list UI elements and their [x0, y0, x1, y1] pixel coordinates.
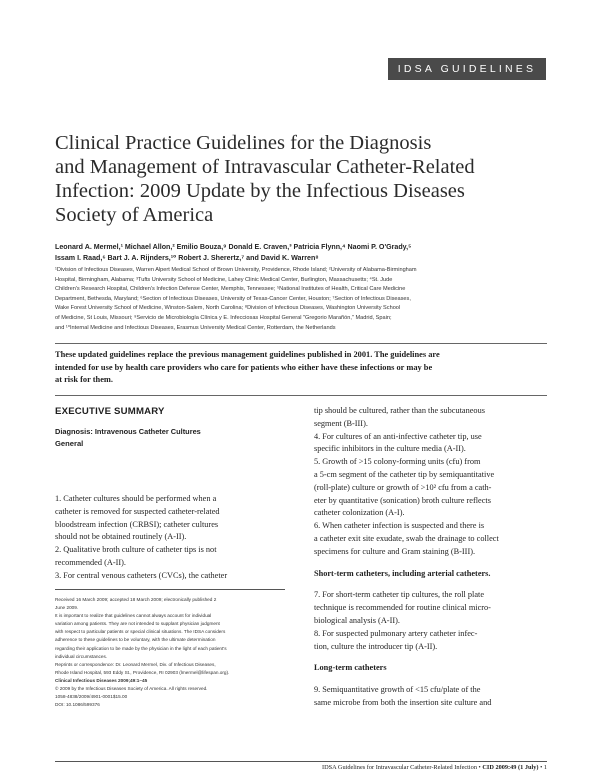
body-line: specific inhibitors in the culture media (A-II). — [314, 444, 466, 454]
affiliation-line: Hospital, Birmingham, Alabama; ³Tufts University School of Medicine, Lahey Clinic Medical Center, Burlington, Massachusetts; ⁴St. Jude — [55, 276, 393, 283]
body-line: 7. For short-term catheter tip cultures, the roll plate — [314, 590, 485, 600]
affiliation-line: and ¹⁰Internal Medicine and Infectious Diseases, Erasmus University Medical Center, Rotterdam, the Netherlands — [55, 324, 336, 331]
affiliation-line: ¹Division of Infectious Diseases, Warren Alpert Medical School of Brown University, Providence, Rhode Island; ²University of Alabama-Birmingham — [55, 267, 417, 273]
general-subheading: General — [55, 439, 84, 448]
issn-line: 1058-4838/2009/4901-0001$15.00 — [55, 694, 128, 700]
received-line: Received 16 March 2009; accepted 18 March 2009; electronically published 2 — [55, 597, 217, 602]
doi-line: DOI: 10.1086/599376 — [55, 702, 100, 708]
received-line: June 2009. — [55, 605, 79, 611]
right-column — [314, 405, 547, 710]
body-line: bloodstream infection (CRBSI); catheter cultures — [55, 519, 219, 529]
author-list — [55, 242, 555, 264]
footer-bullet: • — [478, 764, 483, 771]
running-title: IDSA Guidelines for Intravascular Catheter-Related Infection — [322, 764, 477, 771]
disclaimer-line: individual circumstances. — [55, 653, 108, 659]
left-column — [55, 405, 285, 583]
copyright-line: © 2009 by the Infectious Diseases Society of America. All rights reserved. — [55, 686, 208, 692]
footer-bullet: • — [540, 764, 544, 771]
body-line: should not be obtained routinely (A-II). — [55, 532, 187, 542]
reprints-line: Rhode Island Hospital, 593 Eddy St., Providence, RI 02903 (lmermel@lifespan.org). — [55, 669, 230, 675]
affiliation-line: Children's Research Hospital, Children's Infection Defense Center, Memphis, Tennessee; ⁵National Institutes of Health, Critical Care Medicine — [55, 286, 406, 293]
body-line: biological analysis (A-II). — [314, 615, 400, 625]
body-line: recommended (A-II). — [55, 557, 126, 567]
disclaimer-line: regarding their application to be made by the physician in the light of each patient's — [55, 645, 227, 651]
executive-summary-heading: EXECUTIVE SUMMARY — [55, 406, 165, 417]
body-line: eter by quantitative (sonication) broth culture reflects — [314, 495, 491, 505]
disclaimer-line: with respect to particular patients or special clinical situations. The IDSA considers — [55, 629, 226, 635]
abstract-bottom-rule — [55, 395, 547, 396]
abstract-line: at risk for them. — [55, 375, 113, 384]
footer-citation: CID 2009:49 (1 July) — [482, 764, 539, 771]
body-line: (roll-plate) culture or growth of >10² cfu from a cath- — [314, 482, 492, 492]
reprints-line: Reprints or correspondence: Dr. Leonard Mermel, Div. of Infectious Diseases, — [55, 661, 216, 667]
diagnosis-subheading: Diagnosis: Intravenous Catheter Cultures — [55, 427, 201, 436]
body-line: catheter colonization (A-I). — [314, 508, 405, 518]
body-line: 5. Growth of >15 colony-forming units (cfu) from — [314, 457, 481, 467]
author-line: Issam I. Raad,⁶ Bart J. A. Rijnders,¹⁰ Robert J. Sherertz,⁷ and David K. Warren⁸ — [55, 254, 319, 262]
page-number: 1 — [543, 764, 547, 771]
journal-citation: Clinical Infectious Diseases 2009;49:1–45 — [55, 677, 148, 683]
body-line: a 5-cm segment of the catheter tip by semiquantitative — [314, 469, 495, 479]
page-footer — [55, 763, 547, 773]
body-line: 9. Semiquantitative growth of <15 cfu/plate of the — [314, 685, 481, 695]
disclaimer-line: variation among patients. They are not intended to supplant physician judgment — [55, 621, 220, 627]
long-term-heading: Long-term catheters — [314, 663, 387, 673]
footer-rule — [55, 761, 547, 762]
author-line: Leonard A. Mermel,¹ Michael Allon,² Emilio Bouza,⁹ Donald E. Craven,³ Patricia Flynn,⁴ Naomi P. O'Grady,⁵ — [55, 243, 412, 251]
body-line: tip should be cultured, rather than the subcutaneous — [314, 406, 485, 415]
notes-rule — [55, 589, 285, 590]
body-line: a catheter exit site exudate, swab the drainage to collect — [314, 533, 499, 543]
body-line: 4. For cultures of an anti-infective catheter tip, use — [314, 431, 482, 441]
body-line: 2. Qualitative broth culture of catheter tips is not — [55, 545, 217, 555]
body-line: specimens for culture and Gram staining (B-III). — [314, 546, 476, 556]
affiliation-line: of Medicine, St Louis, Missouri; ⁹Servicio de Microbiología Clínica y E. Infecciosas Hospital General "Gregorio Marañón," Madrid, Spain; — [55, 314, 392, 321]
title-line: Clinical Practice Guidelines for the Diagnosis — [55, 132, 432, 154]
section-banner: IDSA GUIDELINES — [388, 58, 546, 80]
affiliation-line: Wake Forest University School of Medicine, Winston-Salem, North Carolina; ⁸Division of Infectious Diseases, Washington University School — [55, 305, 401, 312]
title-line: Society of America — [55, 204, 214, 226]
affiliation-line: Department, Bethesda, Maryland; ⁶Section of Infectious Diseases, University of Texas-Cancer Center, Houston; ⁷Section of Infectious Diseases, — [55, 295, 411, 302]
title-line: and Management of Intravascular Catheter-Related — [55, 156, 475, 178]
body-line: segment (B-III). — [314, 418, 368, 428]
body-line: 6. When catheter infection is suspected and there is — [314, 521, 485, 531]
title-line: Infection: 2009 Update by the Infectious Diseases — [55, 180, 465, 202]
short-term-heading: Short-term catheters, including arterial catheters. — [314, 568, 491, 578]
disclaimer-line: adherence to these guidelines to be voluntary, with the ultimate determination — [55, 637, 216, 643]
article-title — [55, 131, 525, 227]
affiliations — [55, 266, 555, 333]
abstract-line: These updated guidelines replace the previous management guidelines published in 2001. The guidelines are — [55, 350, 440, 359]
body-line: tion, culture the introducer tip (A-II). — [314, 641, 438, 651]
body-line: 1. Catheter cultures should be performed when a — [55, 494, 217, 503]
article-notes — [55, 589, 285, 709]
abstract-top-rule — [55, 343, 547, 344]
abstract-line: intended for use by health care providers who care for patients who either have these infections or may be — [55, 362, 433, 372]
body-line: catheter is removed for suspected catheter-related — [55, 506, 220, 516]
disclaimer-line: It is important to realize that guidelines cannot always account for individual — [55, 613, 212, 619]
body-line: same microbe from both the insertion site culture and — [314, 697, 492, 707]
abstract — [55, 349, 547, 387]
body-line: technique is recommended for routine clinical micro- — [314, 603, 491, 613]
body-line: 3. For central venous catheters (CVCs), the catheter — [55, 570, 228, 580]
body-line: 8. For suspected pulmonary artery catheter infec- — [314, 628, 478, 638]
